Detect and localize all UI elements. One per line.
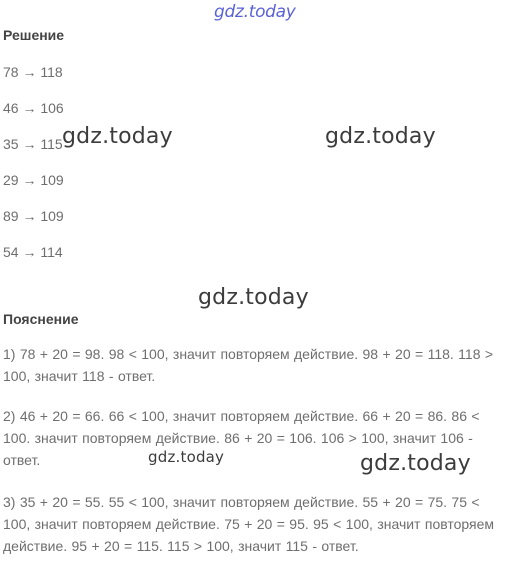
- sequence-line: 89 → 109: [3, 208, 64, 224]
- watermark: gdz.today: [360, 451, 471, 476]
- watermark: gdz.today: [148, 448, 225, 466]
- sequence-line: 46 → 106: [3, 100, 64, 116]
- watermark: gdz.today: [198, 285, 309, 310]
- sequence-line: 78 → 118: [3, 64, 63, 80]
- sequence-line: 35 → 115: [3, 136, 63, 152]
- explanation-heading: Пояснение: [3, 311, 79, 327]
- sequence-line: 54 → 114: [3, 244, 63, 260]
- explanation-paragraph: 3) 35 + 20 = 55. 55 < 100, значит повторяем действие. 55 + 20 = 75. 75 < 100, значит повторяем действие. 75 + 20 = 95. 95 < 100, значит повторяем действие. 95 + 20 = 115. 115 > 100, значит 115 - ответ.: [3, 494, 495, 554]
- watermark: gdz.today: [325, 124, 436, 149]
- solution-heading: Решение: [3, 27, 65, 43]
- watermark-logo: gdz.today: [214, 2, 296, 22]
- explanation-paragraph: 1) 78 + 20 = 98. 98 < 100, значит повторяем действие. 98 + 20 = 118. 118 > 100, значит 118 - ответ.: [3, 346, 494, 384]
- watermark: gdz.today: [62, 124, 173, 149]
- explanation-paragraph: 2) 46 + 20 = 66. 66 < 100, значит повторяем действие. 66 + 20 = 86. 86 < 100. значит повторяем действие. 86 + 20 = 106. 106 > 100, значит 106 - ответ.: [3, 408, 480, 468]
- sequence-line: 29 → 109: [3, 172, 64, 188]
